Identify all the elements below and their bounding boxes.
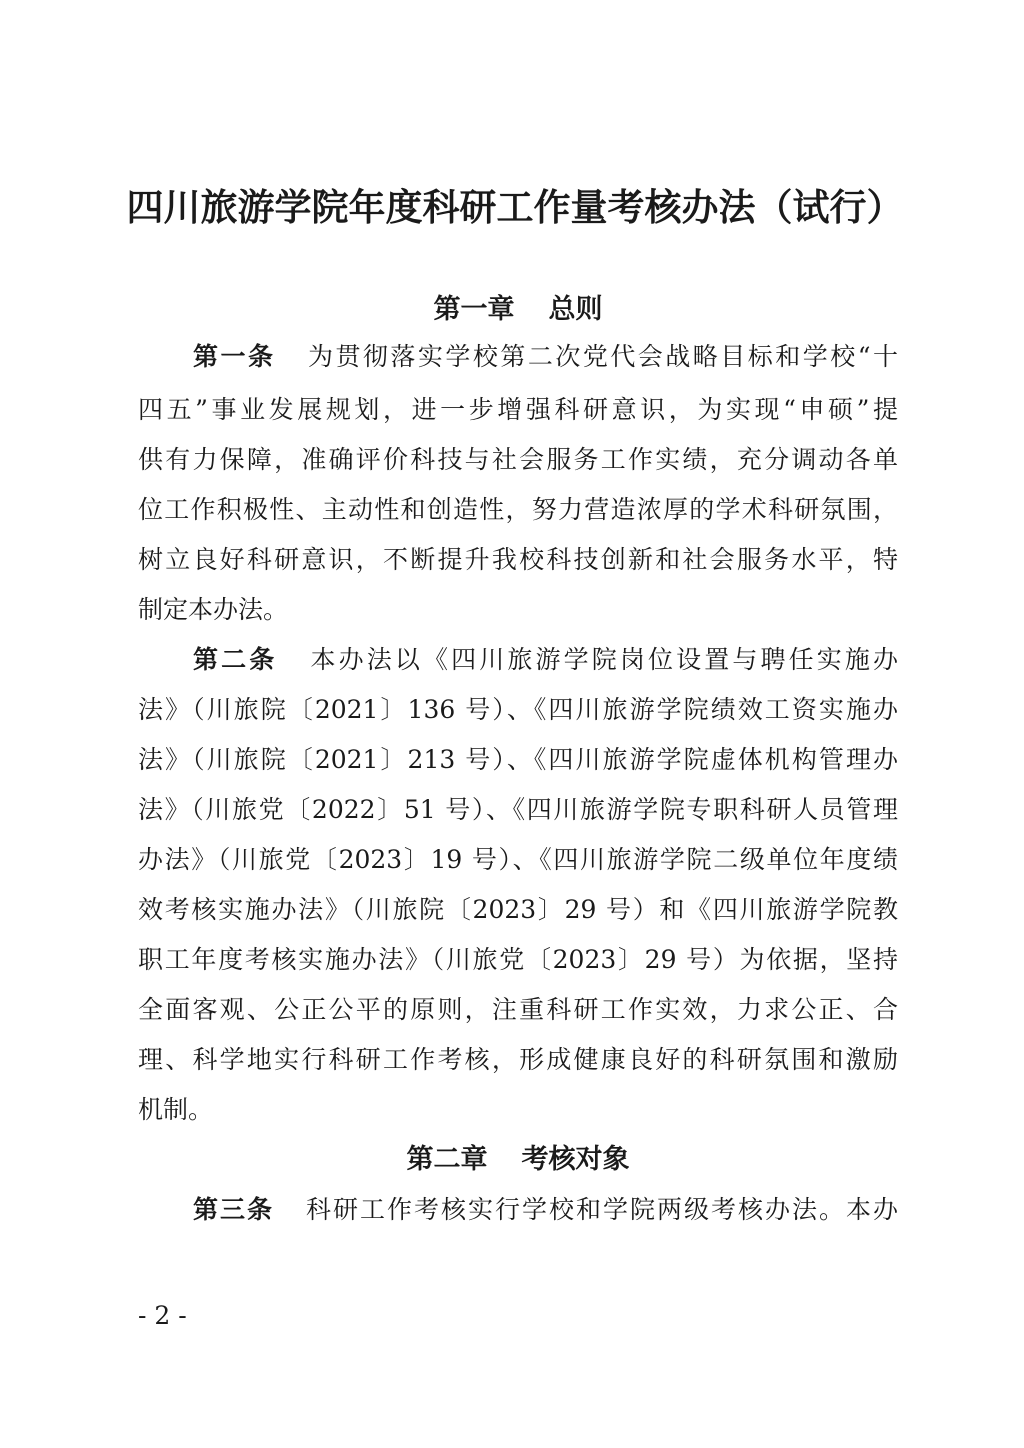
article-line: 法》（川旅院〔2021〕136 号）、《四川旅游学院绩效工资实施办 — [138, 695, 898, 724]
article-text: 为贯彻落实学校第二次党代会战略目标和学校“十 — [305, 342, 898, 371]
article-line: 职工年度考核实施办法》（川旅党〔2023〕29 号）为依据，坚持 — [138, 945, 898, 974]
article-label: 第一条 — [193, 342, 276, 371]
article-line: 法》（川旅院〔2021〕213 号）、《四川旅游学院虚体机构管理办 — [138, 745, 898, 774]
chapter-heading — [138, 1140, 898, 1180]
article-line: 法》（川旅党〔2022〕51 号）、《四川旅游学院专职科研人员管理 — [138, 795, 898, 824]
article-line: 制定本办法。 — [138, 595, 289, 624]
article-line — [193, 337, 898, 377]
article-line — [193, 640, 898, 680]
chapter-number: 第一章 — [433, 294, 515, 325]
article-line: 理、科学地实行科研工作考核，形成健康良好的科研氛围和激励 — [138, 1045, 898, 1074]
article-label: 第三条 — [193, 1195, 274, 1224]
article-text: 本办法以《四川旅游学院岗位设置与聘任实施办 — [307, 645, 898, 674]
article-line: 树立良好科研意识，不断提升我校科技创新和社会服务水平，特 — [138, 545, 898, 574]
chapter-name: 总则 — [548, 294, 603, 325]
chapter-number: 第二章 — [406, 1144, 488, 1175]
article-line: 办法》（川旅党〔2023〕19 号）、《四川旅游学院二级单位年度绩 — [138, 845, 898, 874]
article-line: 位工作积极性、主动性和创造性，努力营造浓厚的学术科研氛围， — [138, 495, 898, 524]
chapter-heading — [138, 290, 898, 330]
article-label: 第二条 — [193, 645, 278, 674]
chapter-name: 考核对象 — [521, 1144, 630, 1175]
article-text: 科研工作考核实行学校和学院两级考核办法。本办 — [304, 1195, 898, 1224]
article-line: 四五”事业发展规划，进一步增强科研意识，为实现“申硕”提 — [138, 395, 898, 424]
document-title: 四川旅游学院年度科研工作量考核办法（试行） — [126, 186, 904, 229]
article-line: 供有力保障，准确评价科技与社会服务工作实绩，充分调动各单 — [138, 445, 898, 474]
article-line: 效考核实施办法》（川旅院〔2023〕29 号）和《四川旅游学院教 — [138, 895, 898, 924]
article-line: 机制。 — [138, 1095, 214, 1124]
page-number: - 2 - — [138, 1301, 187, 1330]
article-line — [193, 1190, 898, 1230]
article-line: 全面客观、公正公平的原则，注重科研工作实效，力求公正、合 — [138, 995, 898, 1024]
